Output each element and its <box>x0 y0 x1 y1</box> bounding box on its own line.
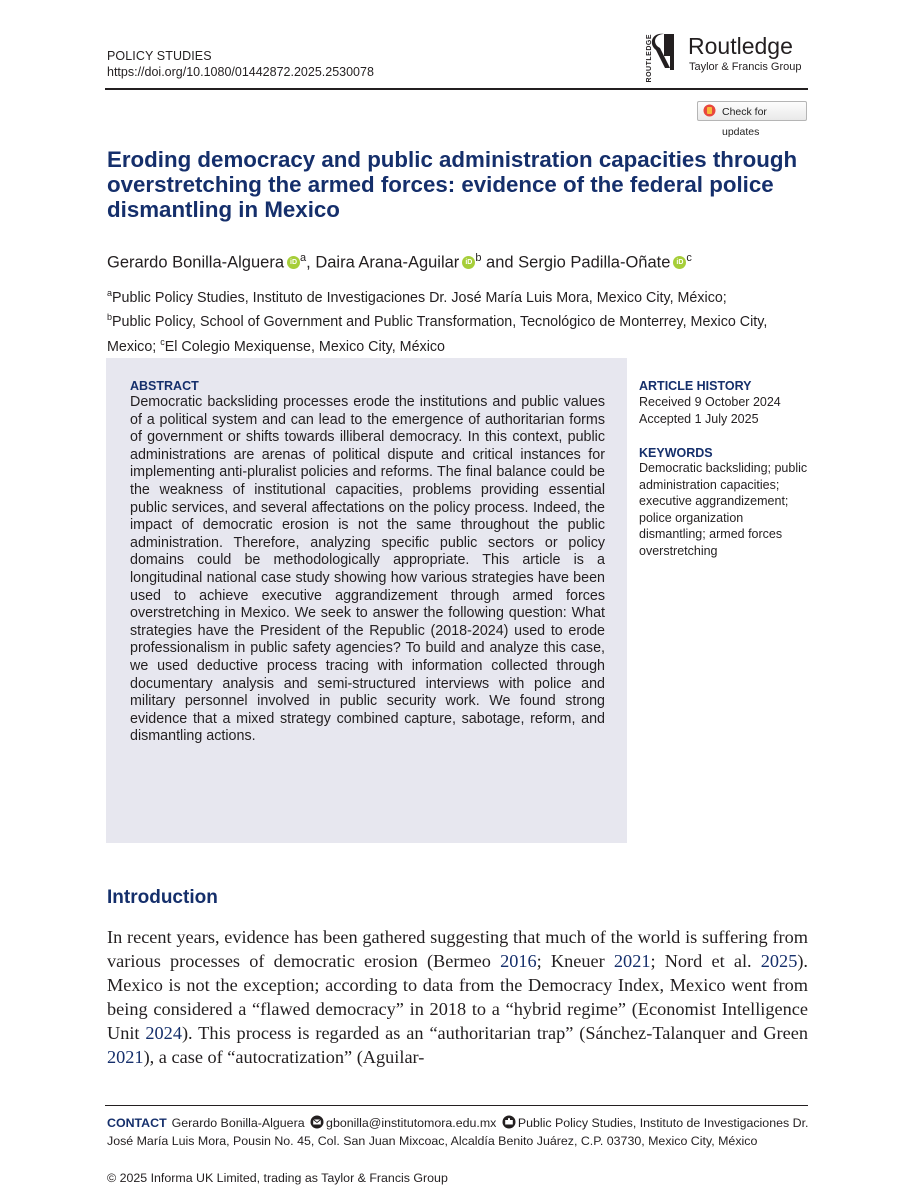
check-updates-icon <box>703 104 716 117</box>
abstract-heading: ABSTRACT <box>130 379 199 393</box>
citation-link[interactable]: 2016 <box>500 951 537 971</box>
affil-mark-a: a <box>107 288 113 298</box>
keywords-heading: KEYWORDS <box>639 446 713 460</box>
orcid-icon[interactable]: iD <box>673 256 686 269</box>
author-affil-mark: b <box>475 252 482 264</box>
publisher-group: Taylor & Francis Group <box>689 61 802 73</box>
received-date: Received 9 October 2024 <box>639 395 781 409</box>
affiliation-c: El Colegio Mexiquense, Mexico City, México <box>164 338 445 355</box>
abstract-text: Democratic backsliding processes erode the institutions and public values of a political system and can lead to the emergence of authoritarian forms of government or shifts towards illiberal democracy. In this context, public administrations are arenas of political dispute and critical instances for implementing anti-pluralist policies and reforms. The final balance could be the weakness of institutional capacities, problems providing essential public services, and several affectations on the policy process. Indeed, the impact of democratic erosion is not the same throughout the public administration. Therefore, analyzing specific public sectors or policy domains could be methodologically appropriate. This article is a longitudinal national case study showing how various strategies have been used to achieve executive aggrandizement through armed forces overstretching in Mexico. We seek to answer the following question: What strategies have the President of the Republic (2018-2024) used to erode professionalism in public safety agencies? To build and analyze this case, we used deductive process tracing with information collected through documentary analysis and semi-structured interviews with police and military personnel involved in public security work. We found strong evidence that a mixed strategy combined capture, sabotage, reform, and dismantling actions. <box>130 394 605 745</box>
body-text-segment: In recent years, evidence has been gathered suggesting that much of the world is suffering from various processes of democratic erosion (Bermeo <box>107 927 808 971</box>
orcid-icon[interactable]: iD <box>287 256 300 269</box>
keywords-list: Democratic backsliding; public administration capacities; executive aggrandizement; police organization dismantling; armed forces overstretching <box>639 461 808 558</box>
section-heading-introduction: Introduction <box>107 887 218 908</box>
orcid-icon[interactable]: iD <box>462 256 475 269</box>
affiliation-a: Public Policy Studies, Instituto de Investigaciones Dr. José María Luis Mora, Mexico City, México; <box>112 289 727 306</box>
citation-link[interactable]: 2024 <box>145 1023 182 1043</box>
affil-mark-b: b <box>107 312 113 323</box>
accepted-date: Accepted 1 July 2025 <box>639 412 759 426</box>
body-text-segment: ; Kneuer <box>536 951 614 971</box>
check-for-updates-button[interactable]: Check for updates <box>697 101 807 121</box>
body-text-segment: ), a case of “autocratization” (Aguilar- <box>143 1047 425 1067</box>
affiliation-b: Public Policy, School of Government and Public Transformation, Tecnológico de Monterrey, Mexico City, Mexico; <box>107 314 768 355</box>
header-divider <box>105 88 808 90</box>
author-affil-mark: a <box>300 252 307 264</box>
doi-link[interactable]: https://doi.org/10.1080/01442872.2025.2530078 <box>107 65 374 79</box>
citation-link[interactable]: 2025 <box>760 951 798 971</box>
body-text-segment: ). This process is regarded as an “authoritarian trap” (Sánchez-Talanquer and Green <box>181 1023 808 1043</box>
author-name[interactable]: Daira Arana-Aguilar <box>315 253 460 272</box>
author-name[interactable]: Sergio Padilla-Oñate <box>518 253 671 272</box>
contact-label: CONTACT <box>107 1116 167 1130</box>
introduction-paragraph <box>107 925 808 1069</box>
journal-name: POLICY STUDIES <box>107 49 212 63</box>
copyright: © 2025 Informa UK Limited, trading as Taylor & Francis Group <box>107 1171 448 1185</box>
affil-mark-c: c <box>160 336 165 347</box>
publisher-name: Routledge <box>688 33 793 59</box>
citation-link[interactable]: 2021 <box>613 951 651 971</box>
author-separator: , <box>306 253 316 272</box>
contact-block <box>107 1114 812 1150</box>
citation-link[interactable]: 2021 <box>107 1047 144 1067</box>
author-name[interactable]: Gerardo Bonilla-Alguera <box>107 253 285 272</box>
author-separator: and <box>481 253 519 272</box>
routledge-logo-icon <box>638 30 680 78</box>
address-icon <box>502 1115 516 1129</box>
body-text-segment: ; Nord et al. <box>650 951 761 971</box>
body-text-segment: ). Mexico is not the exception; according to data from the Democracy Index, Mexico went from being considered a “flawed democracy” in 2018 to a “hybrid regime” (Economist Intelligence Unit <box>107 951 808 1043</box>
author-affil-mark: c <box>686 252 692 264</box>
article-history-heading: ARTICLE HISTORY <box>639 379 752 393</box>
affiliations <box>107 284 817 357</box>
author-list <box>107 247 692 274</box>
contact-email[interactable]: gbonilla@institutomora.edu.mx <box>326 1116 497 1130</box>
article-title: Eroding democracy and public administration capacities through overstretching the armed forces: evidence of the federal police dismantling in Mexico <box>107 147 798 222</box>
publisher-vertical-text: ROUTLEDGE <box>646 34 653 83</box>
footer-divider <box>105 1105 808 1106</box>
contact-name: Gerardo Bonilla-Alguera <box>171 1116 305 1130</box>
contact-address: Public Policy Studies, Instituto de Investigaciones Dr. José María Luis Mora, Pousin No. 45, Col. San Juan Mixcoac, Alcaldía Benito Juárez, C.P. 03730, Mexico City, México <box>107 1116 809 1148</box>
email-icon <box>310 1115 324 1129</box>
